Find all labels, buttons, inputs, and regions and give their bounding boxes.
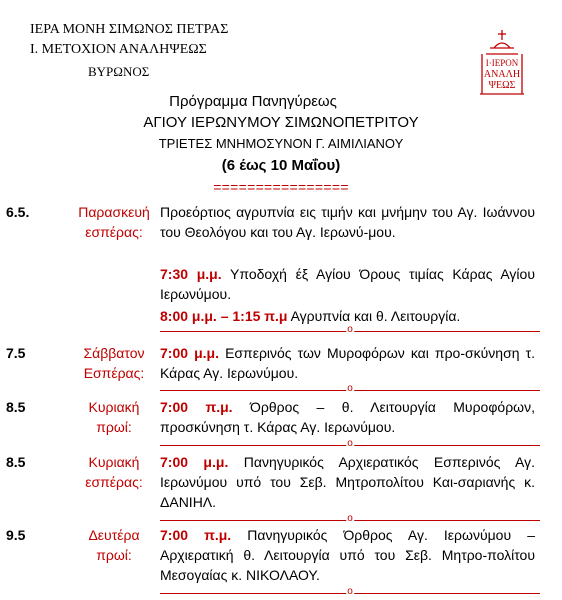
entry-separator: o [160,515,540,525]
entry-day-line2: εσπέρας: [85,474,143,490]
svg-text:Ι·ΙΕΡΟΝ: Ι·ΙΕΡΟΝ [485,58,519,68]
entry-text [160,525,535,585]
entry-text [160,264,535,304]
entry-day-line1: Δευτέρα [88,527,140,543]
monastery-name: ΙΕΡΑ ΜΟΝΗ ΣΙΜΩΝΟΣ ΠΕΤΡΑΣ [30,22,229,37]
church-logo [474,30,530,96]
entry-time: 7:30 μ.μ. [160,266,222,282]
entry-date: 8.5 [6,454,26,470]
entry-separator: o [160,385,540,395]
entry-time: 7:00 π.μ. [160,527,232,543]
entry-day [66,452,162,492]
entry-day [66,397,162,437]
entry-date: 8.5 [6,399,26,415]
entry-separator: o [160,440,540,450]
entry-date: 7.5 [6,345,26,361]
program-title: Πρόγραμμα Πανηγύρεως [169,93,337,110]
entry-text-block: Πανηγυρικός Αρχιερατικός Εσπερινός Αγ. Ιερωνύμου υπό του Σεβ. Μητροπολίτου Και-σαριανής κ. ΔΑΝΙΗΛ. [160,454,536,510]
entry-day-line1: Παρασκευή [78,204,150,220]
memorial-title: ΤΡΙΕΤΕΣ ΜΝΗΜΟΣΥΝΟΝ Γ. ΑΙΜΙΛΙΑΝΟΥ [158,136,404,151]
entry-date: 9.5 [6,527,26,543]
entry-day [66,525,162,565]
location-name: ΒΥΡΩΝΟΣ [88,64,150,79]
entry-day-line1: Κυριακή [88,454,140,470]
entry-time: 7:00 π.μ. [160,399,233,415]
entry-text-block: Όρθρος – θ. Λειτουργία Μυροφόρων, προσκύνηση τ. Κάρας Αγ. Ιερωνύμου. [160,399,535,435]
church-logo-icon [474,30,530,96]
entry-text-block: Προεόρτιος αγρυπνία εις τιμήν και μνήμην του Αγ. Ιωάννου του Θεολόγου και του Αγ. Ιερωνύ-μου. [160,204,535,240]
entry-day-line2: εσπέρας: [85,224,143,240]
title-divider: ================ [213,179,349,195]
entry-day-line2: Εσπέρας: [83,365,145,381]
entry-text-block: Εσπερινός των Μυροφόρων και προ-σκύνηση τ. Κάρας Αγ. Ιερωνύμου. [160,345,535,381]
entry-day [66,202,162,242]
entry-day-line2: πρωί: [96,547,132,563]
saint-title: ΑΓΙΟΥ ΙΕΡΩΝΥΜΟΥ ΣΙΜΩΝΟΠΕΤΡΙΤΟΥ [143,114,419,131]
entry-time: 7:00 μ.μ. [160,345,219,361]
entry-text-block: Πανηγυρικός Όρθρος Αγ. Ιερωνύμου – Αρχιερατική θ. Λειτουργία υπό του Σεβ. Μητρο-πολίτου Μεσογαίας κ. ΝΙΚΟΛΑΟΥ. [160,527,535,583]
entry-text [160,452,535,512]
entry-day-line2: πρωί: [96,419,132,435]
entry-time: 7:00 μ.μ. [160,454,229,470]
entry-separator: o [160,588,540,598]
entry-text-block: Υποδοχή έξ Αγίου Όρους τιμίας Κάρας Αγίου Ιερωνύμου. [160,266,535,302]
entry-text [160,343,535,383]
entry-separator: o [160,326,540,336]
entry-text [160,202,535,242]
entry-time: 8:00 μ.μ. – 1:15 π.μ [160,308,288,324]
entry-text [160,397,535,437]
date-range: (6 έως 10 Μαΐου) [221,157,341,174]
entry-day-line1: Σάββατον [83,345,145,361]
entry-date: 6.5. [6,204,30,220]
metochion-name: Ι. ΜΕΤΟΧΙΟΝ ΑΝΑΛΗΨΕΩΣ [30,42,207,57]
entry-day-line1: Κυριακή [88,399,140,415]
entry-text [160,306,535,326]
entry-day [66,343,162,383]
svg-text:ΨΕΩΣ: ΨΕΩΣ [488,80,516,91]
entry-text-block: Αγρυπνία και θ. Λειτουργία. [287,308,461,324]
svg-text:ΑΝΑΛΗ: ΑΝΑΛΗ [483,69,521,80]
